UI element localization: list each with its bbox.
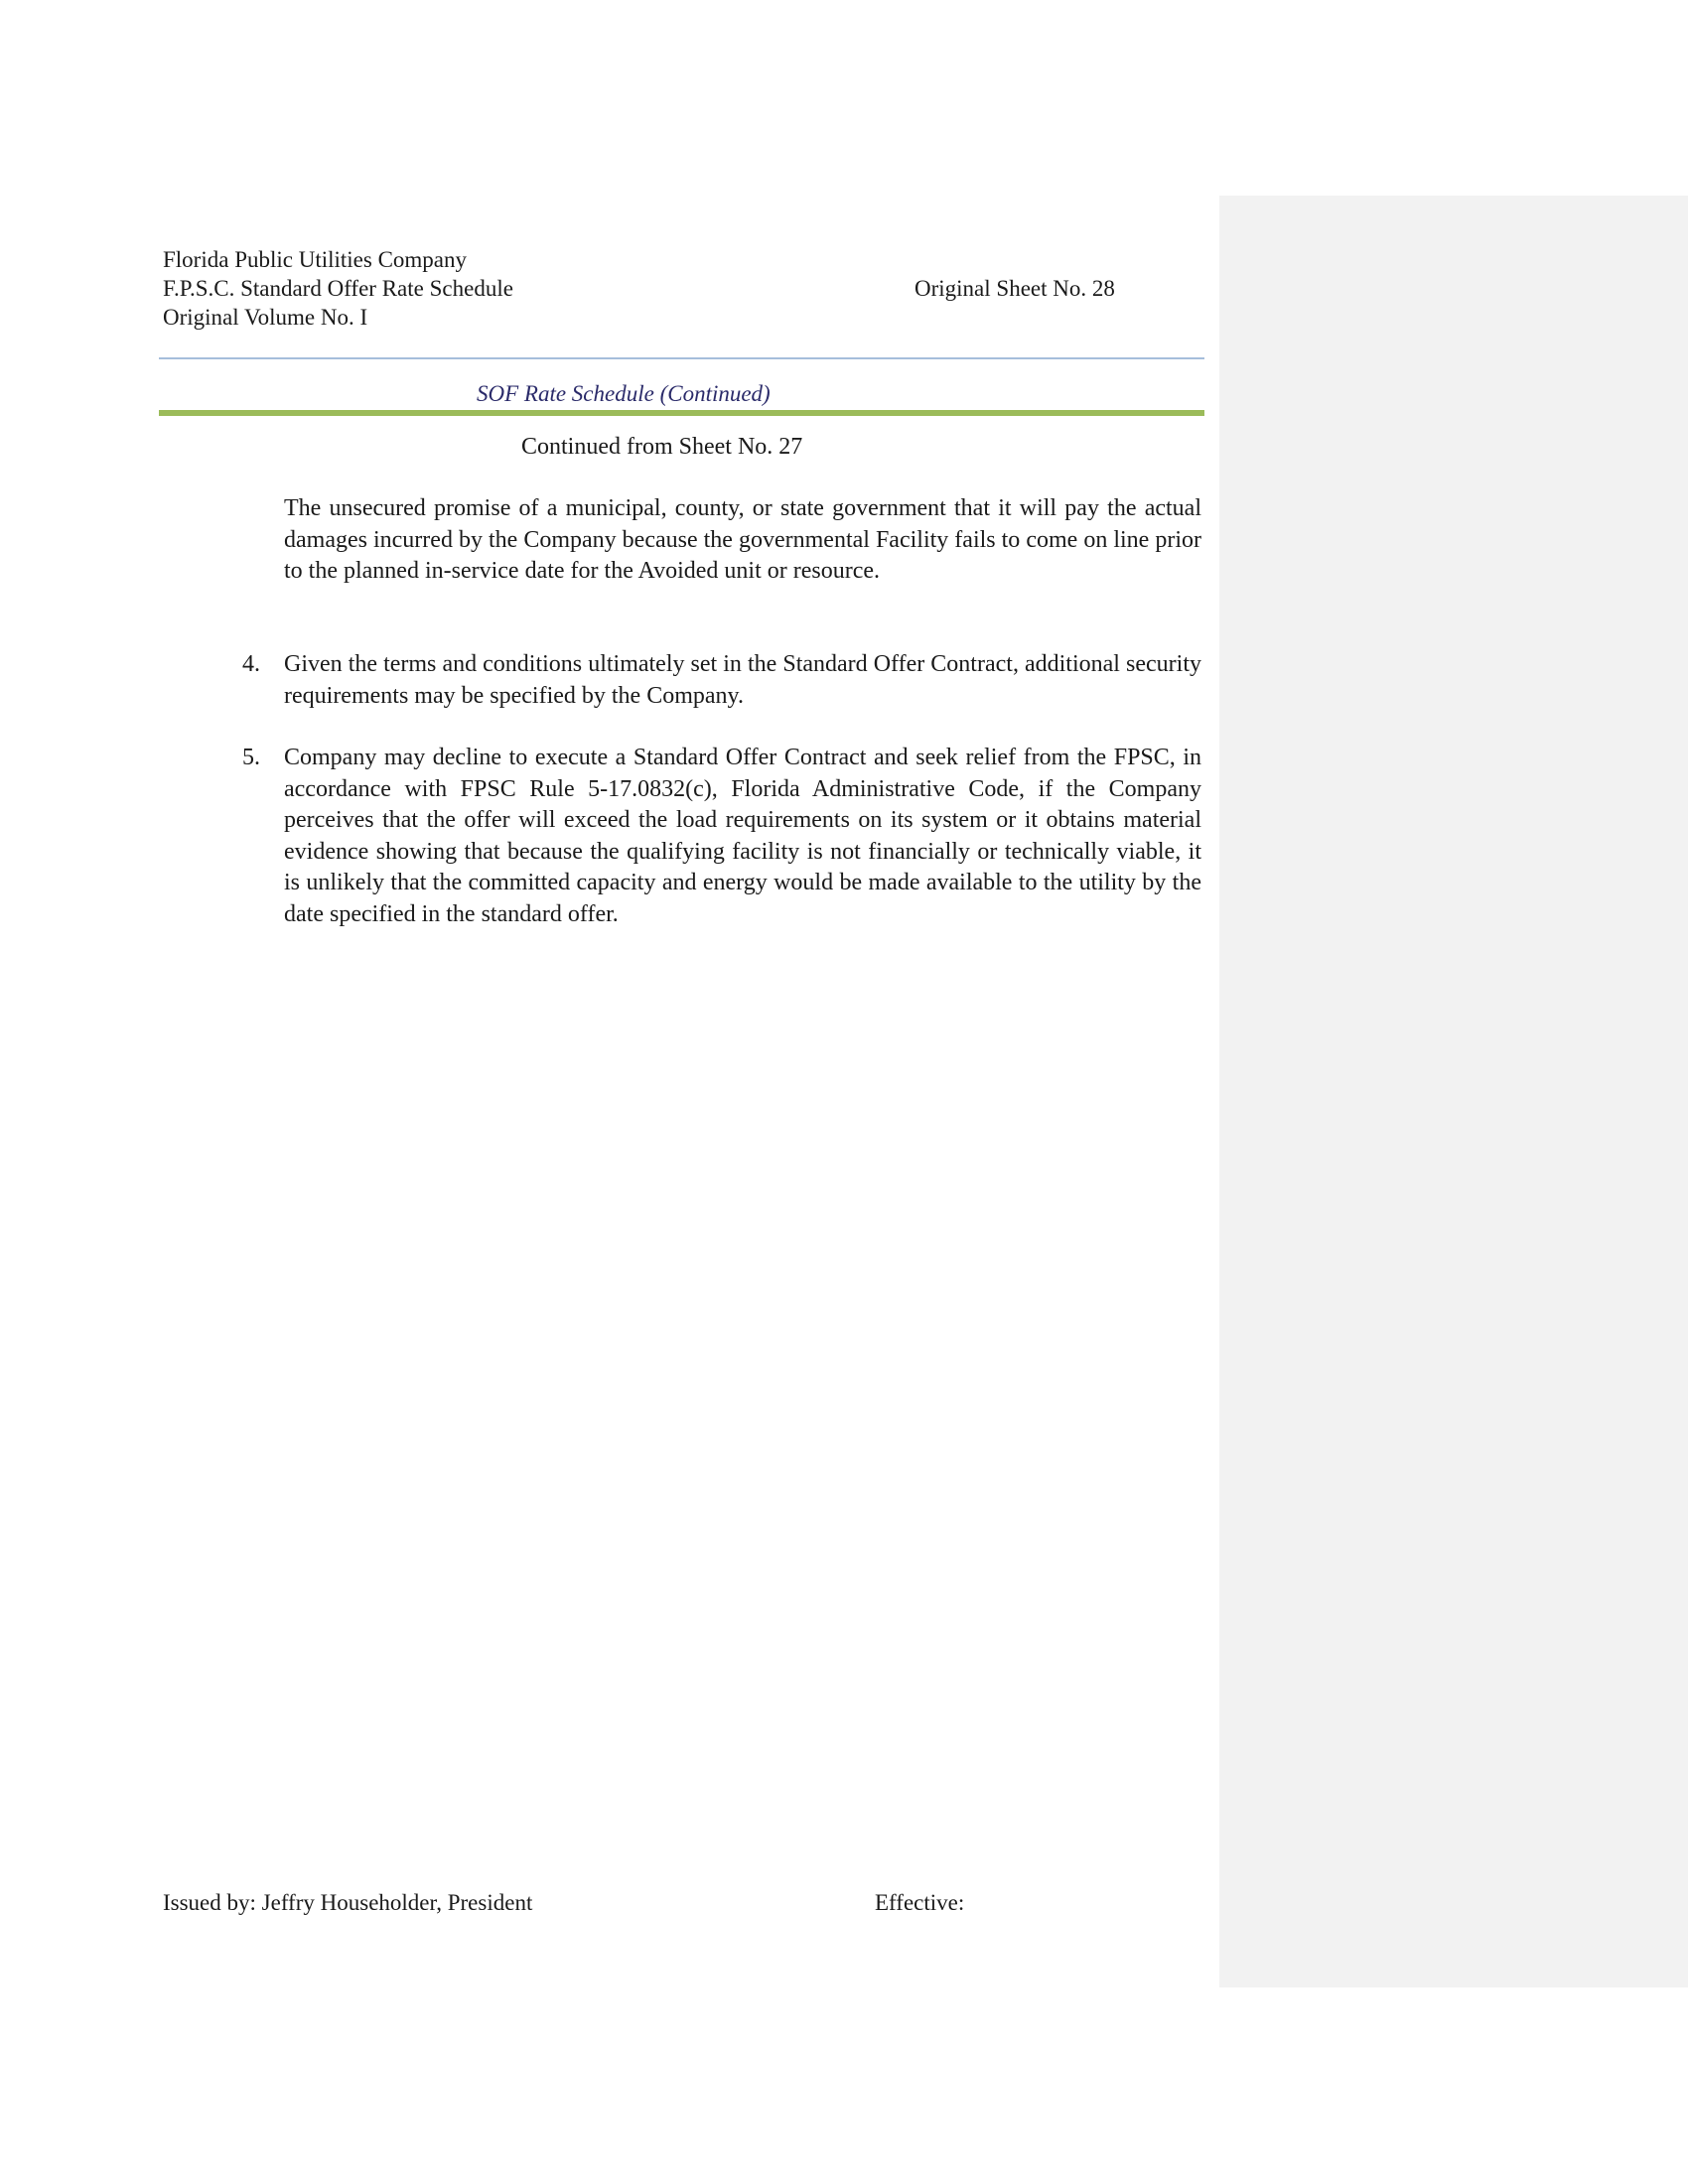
- list-item-number: 5.: [242, 745, 260, 770]
- section-title: SOF Rate Schedule (Continued): [477, 381, 771, 406]
- continued-from: Continued from Sheet No. 27: [521, 434, 803, 460]
- volume-name: Original Volume No. I: [163, 305, 368, 330]
- sheet-number: Original Sheet No. 28: [914, 276, 1115, 301]
- header-divider: [159, 357, 1204, 359]
- schedule-name: F.P.S.C. Standard Offer Rate Schedule: [163, 276, 513, 301]
- header-left: [163, 245, 513, 332]
- intro-paragraph: The unsecured promise of a municipal, county, or state government that it will pay the actual damages incurred by the Company because the governmental Facility fails to come on line prior to the planned in-service date for the Avoided unit or resource.: [284, 495, 1201, 584]
- issued-by: Issued by: Jeffry Householder, President: [163, 1890, 533, 1915]
- list-item-text: Given the terms and conditions ultimately set in the Standard Offer Contract, additional security requirements may be specified by the Company.: [284, 651, 1201, 709]
- section-divider: [159, 410, 1204, 416]
- list-item-number: 4.: [242, 651, 260, 677]
- list-item-text: Company may decline to execute a Standard Offer Contract and seek relief from the FPSC, in accordance with FPSC Rule 5-17.0832(c), Florida Administrative Code, if the Company perceives that the offer will exceed the load requirements on its system or it obtains material evidence showing that because the qualifying facility is not financially or technically viable, it is unlikely that the committed capacity and energy would be made available to the utility by the date specified in the standard offer.: [284, 745, 1201, 927]
- effective-date: Effective:: [875, 1890, 965, 1915]
- company-name: Florida Public Utilities Company: [163, 247, 468, 272]
- comment-pane: [1219, 196, 1688, 1987]
